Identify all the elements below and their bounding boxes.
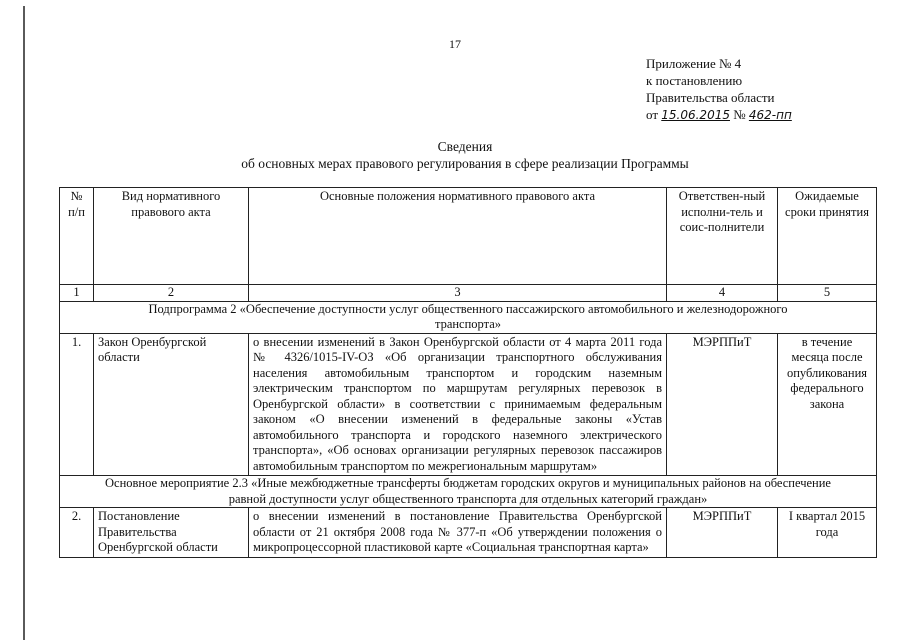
- handwritten-number: 462-пп: [748, 108, 792, 122]
- table-row: [60, 508, 877, 558]
- header-number: № п/п: [60, 188, 94, 285]
- page-number: 17: [449, 37, 461, 51]
- provisions-cell: о внесении изменений в постановление Правительства Оренбургской области от 21 октября 2008 года № 377-п «Об утверждении положения о микропроцессорной пластиковой карте «Социальная транспортная карта»: [249, 508, 667, 558]
- column-number: 4: [667, 285, 778, 302]
- row-number: 2.: [60, 508, 94, 558]
- heading-title: Сведения: [437, 139, 493, 154]
- deadline-cell: в течение месяца после опубликования федерального закона: [778, 333, 877, 476]
- document-heading: [180, 138, 750, 172]
- measures-table: [59, 187, 877, 558]
- table-row: [60, 333, 877, 476]
- appendix-line-3: Правительства области: [646, 90, 775, 105]
- column-number: 3: [249, 285, 667, 302]
- number-prefix: №: [733, 107, 746, 122]
- main-event-title: Основное мероприятие 2.3 «Иные межбюджетные трансферты бюджетам городских округов и муниципальных районов на обеспечение равной доступности услуг общественного транспорта для отдельных категорий граждан»: [60, 476, 877, 508]
- header-deadline: Ожидаемые сроки принятия: [778, 188, 877, 285]
- act-type-cell: Постановление Правительства Оренбургской области: [94, 508, 249, 558]
- executor-cell: МЭРППиТ: [667, 333, 778, 476]
- column-number-row: [60, 285, 877, 302]
- main-event-row: [60, 476, 877, 508]
- header-act-type: Вид нормативного правового акта: [94, 188, 249, 285]
- date-prefix: от: [646, 107, 659, 122]
- column-number: 1: [60, 285, 94, 302]
- heading-subtitle: об основных мерах правового регулирования в сфере реализации Программы: [241, 156, 689, 171]
- row-number: 1.: [60, 333, 94, 476]
- column-number: 2: [94, 285, 249, 302]
- appendix-date-line: [646, 106, 792, 124]
- appendix-block: [646, 55, 792, 124]
- header-executor: Ответствен-ный исполни-тель и соис-полнители: [667, 188, 778, 285]
- scan-edge-line: [23, 6, 25, 640]
- executor-cell: МЭРППиТ: [667, 508, 778, 558]
- act-type-cell: Закон Оренбургской области: [94, 333, 249, 476]
- column-number: 5: [778, 285, 877, 302]
- appendix-line-2: к постановлению: [646, 73, 743, 88]
- provisions-cell: о внесении изменений в Закон Оренбургской области от 4 марта 2011 года № 4326/1015-IV-ОЗ «Об организации транспортного обслуживания населения автомобильным транспортом и городским наземным электрическим транспортом по маршрутам регулярных перевозок в Оренбургской области» в соответствии с принимаемым федеральным законом «О внесении изменений в федеральные законы «Устав автомобильного транспорта и городского наземного электрического транспорта», «Об основах организации регулярных перевозок пассажиров автомобильным транспортом по межрегиональным маршрутам»: [249, 333, 667, 476]
- deadline-cell: I квартал 2015 года: [778, 508, 877, 558]
- subprogram-title: Подпрограмма 2 «Обеспечение доступности услуг общественного пассажирского автомобильного и железнодорожного транспорта»: [60, 301, 877, 333]
- subprogram-row: [60, 301, 877, 333]
- handwritten-date: 15.06.2015: [661, 108, 730, 122]
- appendix-line-1: Приложение № 4: [646, 56, 742, 71]
- header-provisions: Основные положения нормативного правового акта: [249, 188, 667, 285]
- table-header-row: [60, 188, 877, 285]
